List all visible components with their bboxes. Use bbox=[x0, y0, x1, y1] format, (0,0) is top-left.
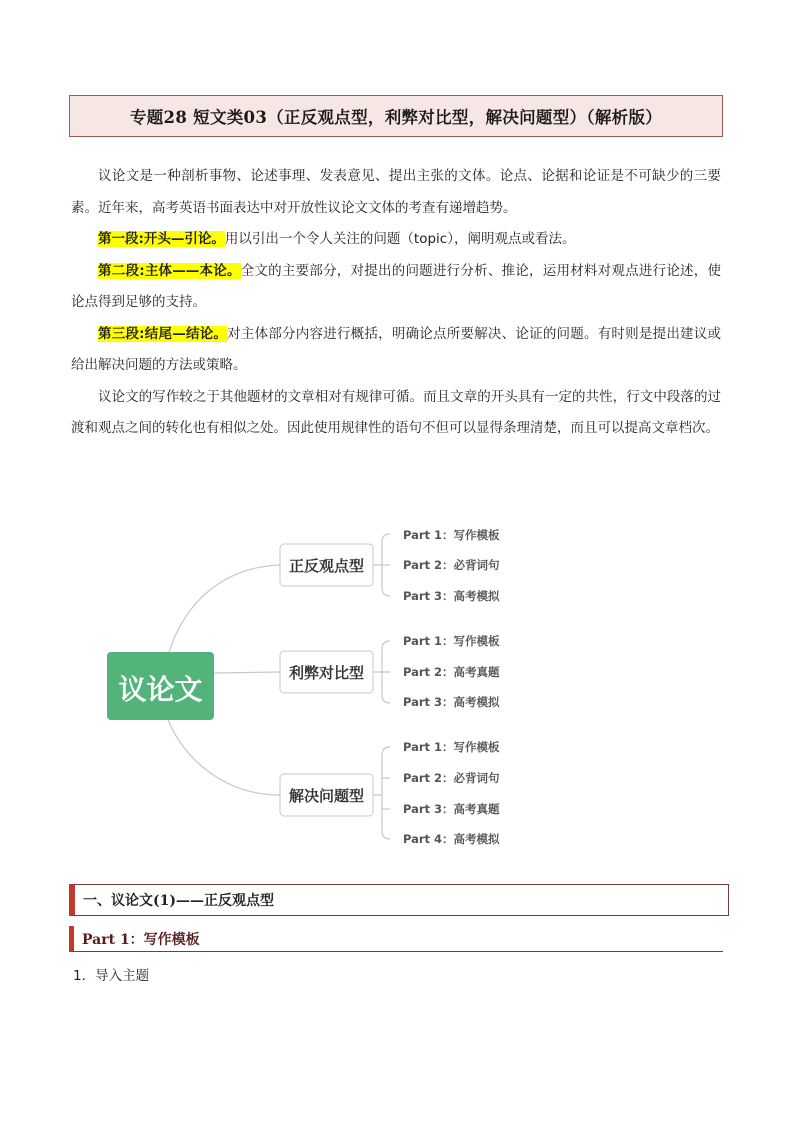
branch-label: 解决问题型 bbox=[288, 787, 365, 805]
intro-text bbox=[71, 161, 721, 445]
paragraph-text: 用以引出一个令人关注的问题（topic），阐明观点或看法。 bbox=[224, 231, 576, 247]
intro-paragraph-3 bbox=[71, 256, 721, 319]
mind-map bbox=[0, 510, 794, 870]
part-label: Part 3：高考模拟 bbox=[403, 695, 500, 709]
part-label: Part 2：必背词句 bbox=[403, 771, 500, 785]
section-heading: 一、议论文(1)——正反观点型 bbox=[69, 884, 729, 916]
intro-paragraph-5: 议论文的写作较之于其他题材的文章相对有规律可循。而且文章的开头具有一定的共性，行文中段落的过渡和观点之间的转化也有相似之处。因此使用规律性的语句不但可以显得条理清楚，而且可以提高文章档次。 bbox=[71, 388, 721, 436]
paragraph-text: 对主体部分内容进行概括，明确论点所要解决、论证的问题。有时则是提出建议或给出解决问题的方法或策略。 bbox=[71, 325, 722, 373]
root-label: 议论文 bbox=[118, 673, 203, 706]
part-label: Part 2：高考真题 bbox=[403, 665, 500, 679]
highlight-label: 第二段:主体——本论。 bbox=[98, 262, 241, 279]
page-title: 专题28 短文类03（正反观点型，利弊对比型，解决问题型）（解析版） bbox=[69, 95, 723, 137]
intro-paragraph-2 bbox=[71, 224, 721, 256]
part-label: Part 1：写作模板 bbox=[403, 740, 500, 754]
part-label: Part 2：必背词句 bbox=[403, 558, 500, 572]
list-item: 1．导入主题 bbox=[73, 968, 150, 984]
paragraph-text: 全文的主要部分，对提出的问题进行分析、推论，运用材料对观点进行论述，使论点得到足够的支持。 bbox=[71, 262, 722, 310]
intro-paragraph-1: 议论文是一种剖析事物、论述事理、发表意见、提出主张的文体。论点、论据和论证是不可缺少的三要素。近年来，高考英语书面表达中对开放性议论文文体的考查有递增趋势。 bbox=[71, 168, 721, 216]
highlight-label: 第一段:开头—引论。 bbox=[98, 231, 225, 247]
part-label: Part 3：高考模拟 bbox=[403, 589, 500, 603]
part-heading: Part 1：写作模板 bbox=[69, 926, 723, 952]
part-label: Part 4：高考模拟 bbox=[403, 832, 500, 846]
intro-paragraph-4 bbox=[71, 319, 721, 382]
branch-label: 正反观点型 bbox=[288, 557, 365, 575]
highlight-label: 第三段:结尾—结论。 bbox=[98, 325, 228, 342]
part-label: Part 1：写作模板 bbox=[403, 528, 500, 542]
part-label: Part 3：高考真题 bbox=[403, 802, 500, 816]
branch-label: 利弊对比型 bbox=[288, 664, 365, 682]
part-label: Part 1：写作模板 bbox=[403, 634, 500, 648]
